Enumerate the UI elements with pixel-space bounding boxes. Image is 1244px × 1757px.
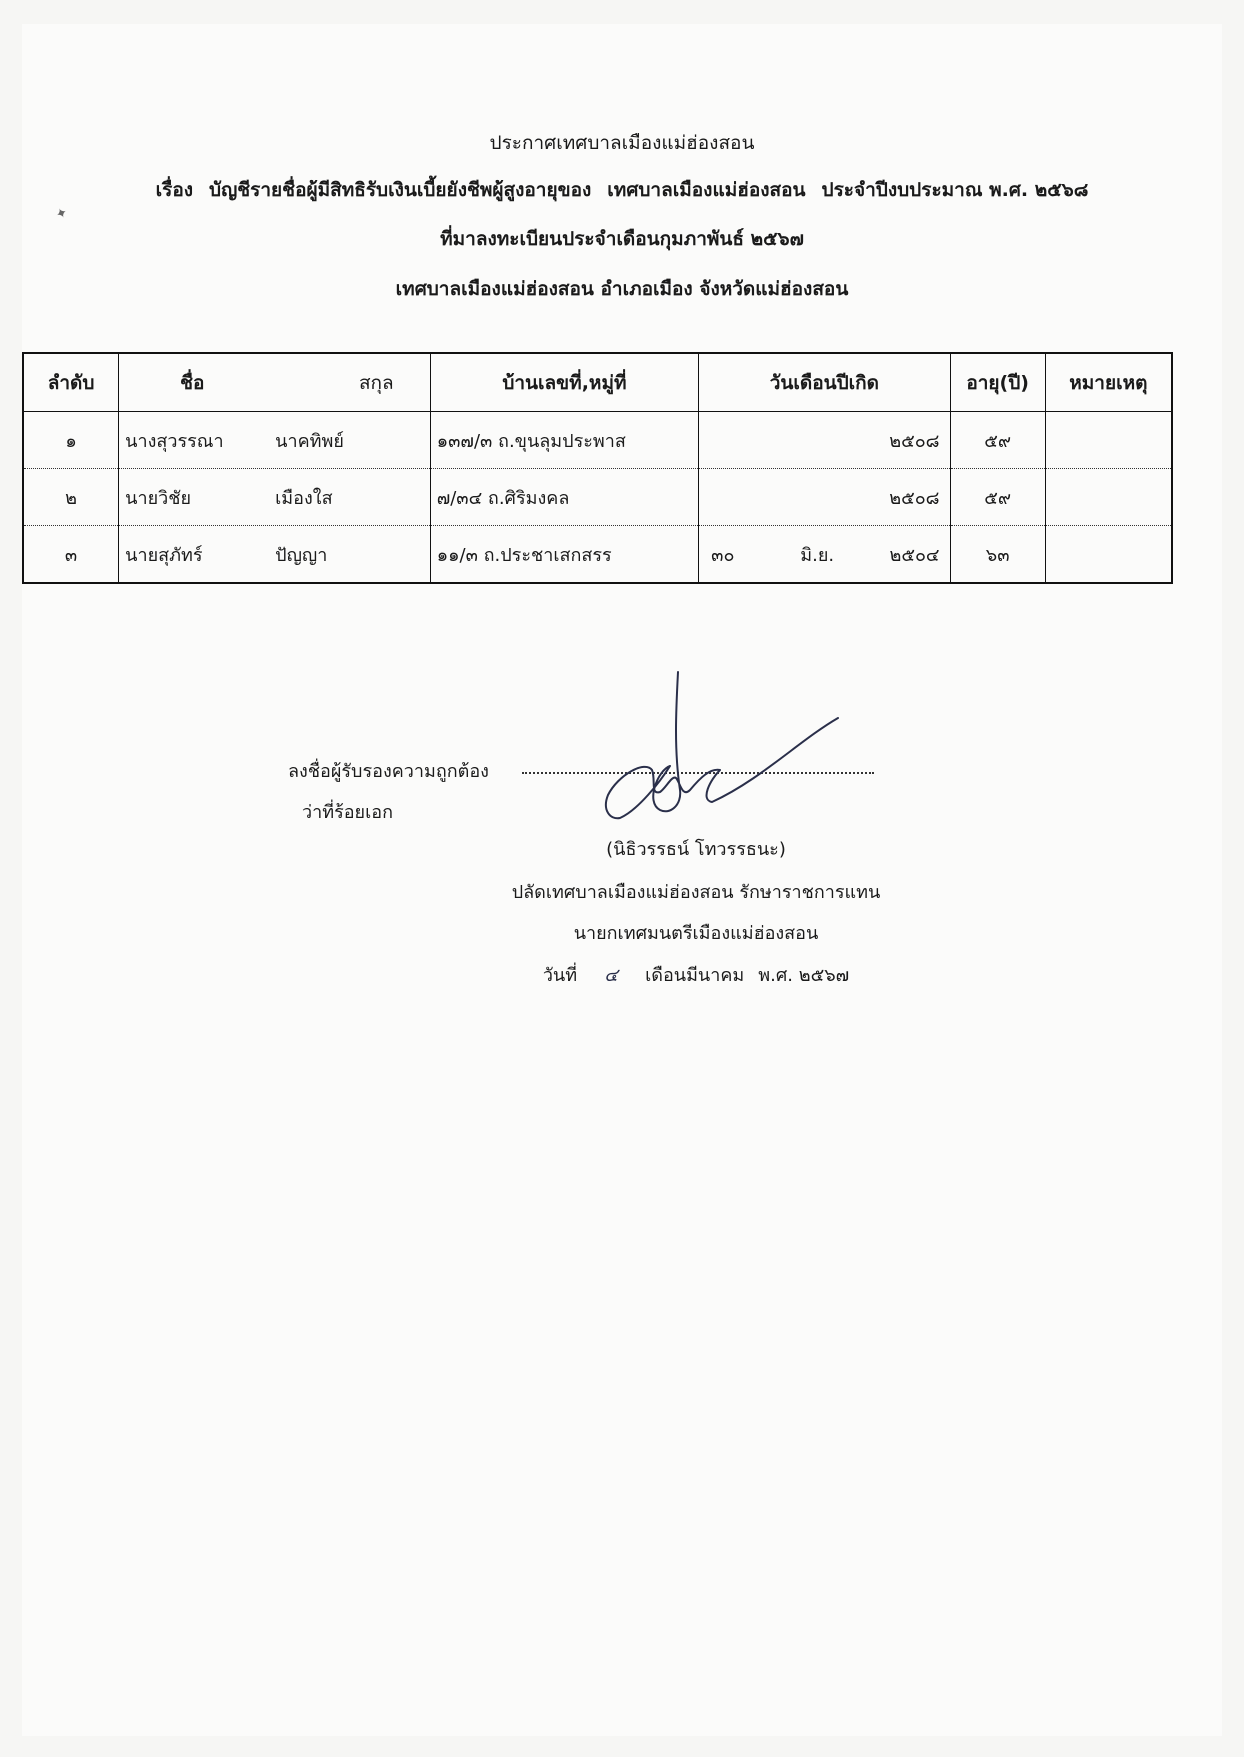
- row-no: ๓: [23, 526, 119, 584]
- header-age: อายุ(ปี): [950, 353, 1045, 412]
- row-fullname: [119, 526, 431, 584]
- header-address: บ้านเลขที่,หมู่ที่: [430, 353, 698, 412]
- row-surname: ปัญญา: [275, 544, 328, 566]
- header-no: ลำดับ: [23, 353, 119, 412]
- subject-prefix: เรื่อง: [155, 179, 194, 201]
- table-header-row: [23, 353, 1172, 412]
- signer-name: (นิธิวรรธน์ โทวรรธนะ): [606, 839, 786, 860]
- header-name: [119, 353, 431, 412]
- signer-title: นายกเทศมนตรีเมืองแม่ฮ่องสอน: [573, 923, 819, 944]
- row-address: ๗/๓๔ ถ.ศิริมงคล: [430, 469, 698, 526]
- header-birthdate: วันเดือนปีเกิด: [699, 353, 950, 412]
- row-fullname: [119, 469, 431, 526]
- row-address: ๑๑/๓ ถ.ประชาเสกสรร: [430, 526, 698, 584]
- date-month: เดือนมีนาคม: [645, 965, 745, 986]
- row-birth-year: ๒๕๐๔: [889, 544, 940, 566]
- row-age: ๕๙: [950, 469, 1045, 526]
- registration-month: ที่มาลงทะเบียนประจำเดือนกุมภาพันธ์ ๒๕๖๗: [440, 228, 804, 250]
- row-address: ๑๓๗/๓ ถ.ขุนลุมประพาส: [430, 412, 698, 469]
- row-birth-day: [711, 426, 751, 455]
- date-prefix: วันที่: [542, 965, 578, 986]
- row-note: [1045, 412, 1172, 469]
- header-note: หมายเหตุ: [1045, 353, 1172, 412]
- row-birthdate: [699, 412, 950, 469]
- row-birth-month: [800, 483, 840, 512]
- row-no: ๑: [23, 412, 119, 469]
- row-birth-year: ๒๕๐๘: [889, 430, 940, 452]
- row-age: ๕๙: [950, 412, 1045, 469]
- date-day-handwritten: ๔: [604, 965, 618, 986]
- announcement-subject: [0, 175, 1244, 205]
- signer-position: ปลัดเทศบาลเมืองแม่ฮ่องสอน รักษาราชการแทน: [511, 882, 881, 903]
- signature-label: ลงชื่อผู้รับรองความถูกต้อง: [288, 761, 489, 782]
- signature-date: [396, 960, 996, 989]
- date-year: พ.ศ. ๒๕๖๗: [758, 965, 850, 986]
- signer-rank: ว่าที่ร้อยเอก: [302, 802, 393, 823]
- beneficiary-table: [22, 352, 1173, 584]
- row-birthdate: [699, 526, 950, 584]
- row-note: [1045, 526, 1172, 584]
- row-birth-day: ๓๐: [711, 544, 735, 566]
- municipality-location: เทศบาลเมืองแม่ฮ่องสอน อำเภอเมือง จังหวัดแม่ฮ่องสอน: [395, 278, 849, 300]
- header-surname: สกุล: [358, 371, 394, 394]
- row-age: ๖๓: [950, 526, 1045, 584]
- announcement-title: ประกาศเทศบาลเมืองแม่ฮ่องสอน: [489, 132, 755, 154]
- table-row: [23, 412, 1172, 469]
- row-fullname: [119, 412, 431, 469]
- staple-mark-icon: ✦: [53, 204, 71, 224]
- row-birth-day: [711, 483, 751, 512]
- subject-main: บัญชีรายชื่อผู้มีสิทธิรับเงินเบี้ยยังชีพผู้สูงอายุของ: [209, 179, 592, 201]
- row-no: ๒: [23, 469, 119, 526]
- subject-year: ประจำปีงบประมาณ พ.ศ. ๒๕๖๘: [821, 179, 1089, 201]
- row-first-name: นายสุภัทร์: [125, 544, 203, 566]
- row-birth-year: ๒๕๐๘: [889, 487, 940, 509]
- table-row: [23, 469, 1172, 526]
- table-row: [23, 526, 1172, 584]
- row-first-name: นางสุวรรณา: [125, 430, 224, 452]
- subject-org: เทศบาลเมืองแม่ฮ่องสอน: [607, 179, 806, 201]
- row-birth-month: [800, 426, 840, 455]
- handwritten-signature: [590, 670, 850, 830]
- header-first-name: ชื่อ: [180, 371, 205, 394]
- row-surname: นาคทิพย์: [275, 430, 344, 452]
- row-surname: เมืองใส: [275, 487, 333, 509]
- row-birth-month: มิ.ย.: [800, 544, 835, 566]
- row-birthdate: [699, 469, 950, 526]
- row-note: [1045, 469, 1172, 526]
- row-first-name: นายวิชัย: [125, 487, 191, 509]
